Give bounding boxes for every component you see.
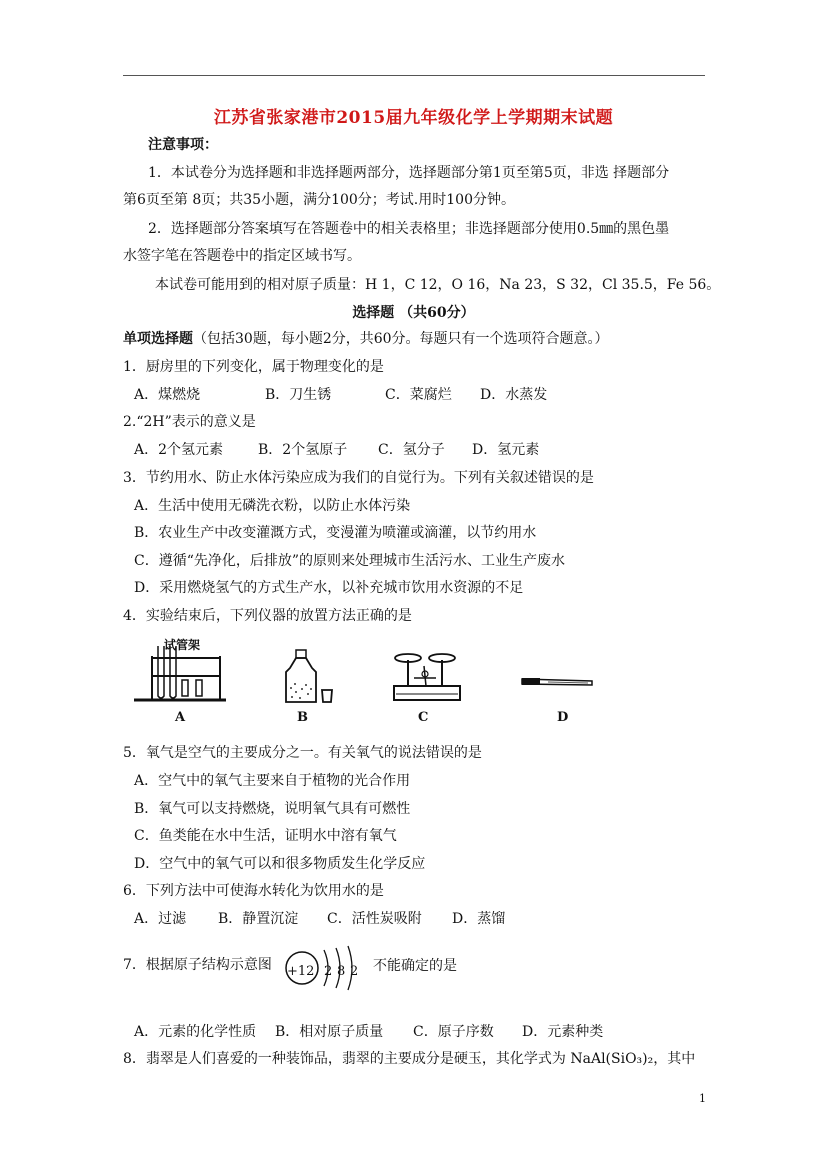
q3-option-a: A．生活中使用无磷洗衣粉，以防止水体污染	[134, 498, 411, 514]
q6-option-c: C．活性炭吸附	[327, 911, 422, 927]
q4-stem: 4．实验结束后，下列仪器的放置方法正确的是	[123, 608, 412, 624]
q5-option-b: B．氧气可以支持燃烧，说明氧气具有可燃性	[134, 801, 411, 817]
figure-c-balance	[388, 648, 468, 704]
figure-b-reagent-bottle	[278, 648, 338, 704]
nucleus-charge: +12	[287, 964, 315, 979]
exam-title: 江苏省张家港市2015届九年级化学上学期期末试题	[213, 108, 614, 128]
section-rule: （包括30题，每小题2分，共60分。每题只有一个选项符合题意。）	[193, 331, 609, 347]
shell-3-electrons: 2	[350, 964, 359, 979]
q5-option-c: C．鱼类能在水中生活，证明水中溶有氧气	[134, 828, 397, 844]
q3-option-d: D．采用燃烧氢气的方式生产水，以补充城市饮用水资源的不足	[134, 580, 524, 596]
q2-option-c: C．氢分子	[378, 442, 445, 458]
atomic-masses: 本试卷可能用到的相对原子质量：H 1，C 12，O 16，Na 23，S 32，Cl 35.5，Fe 56。	[155, 277, 721, 293]
q1-option-d: D．水蒸发	[480, 387, 548, 403]
notice-heading: 注意事项：	[148, 137, 218, 153]
figure-c-label: C	[418, 710, 429, 725]
q5-option-d: D．空气中的氧气可以和很多物质发生化学反应	[134, 856, 426, 872]
q3-option-c: C．遵循“先净化，后排放”的原则来处理城市生活污水、工业生产废水	[134, 553, 566, 569]
figure-b-label: B	[297, 710, 308, 725]
q1-option-a: A．煤燃烧	[134, 387, 201, 403]
section-type: 单项选择题	[123, 331, 193, 347]
q2-stem: 2.“2H”表示的意义是	[123, 414, 256, 430]
shell-2-electrons: 8	[337, 964, 346, 979]
q3-option-b: B．农业生产中改变灌溉方式，变漫灌为喷灌或滴灌，以节约用水	[134, 525, 537, 541]
q6-stem: 6．下列方法中可使海水转化为饮用水的是	[123, 883, 384, 899]
page-number: 1	[699, 1092, 706, 1105]
q2-option-a: A．2个氢元素	[134, 442, 224, 458]
q6-option-b: B．静置沉淀	[218, 911, 299, 927]
q7-option-d: D．元素种类	[522, 1024, 604, 1040]
notice-item-2-cont: 水签字笔在答题卷中的指定区域书写。	[123, 248, 361, 264]
q7-option-c: C．原子序数	[413, 1024, 494, 1040]
q6-option-a: A．过滤	[134, 911, 187, 927]
q1-option-b: B．刀生锈	[265, 387, 332, 403]
section-instructions	[123, 329, 609, 349]
figure-a-label: A	[175, 710, 186, 725]
notice-item-1-cont: 第6页至第 8页；共35小题，满分100分；考试.用时100分钟。	[123, 192, 515, 208]
q1-option-c: C．菜腐烂	[385, 387, 452, 403]
q5-stem: 5．氧气是空气的主要成分之一。有关氧气的说法错误的是	[123, 745, 482, 761]
q6-option-d: D．蒸馏	[452, 911, 506, 927]
q1-stem: 1．厨房里的下列变化，属于物理变化的是	[123, 359, 384, 375]
q5-option-a: A．空气中的氧气主要来自于植物的光合作用	[134, 773, 411, 789]
notice-item-2: 2．选择题部分答案填写在答题卷中的相关表格里；非选择题部分使用0.5㎜的黑色墨	[148, 221, 670, 237]
header-rule	[123, 75, 705, 76]
section-title: 选择题 （共60分）	[352, 305, 475, 321]
figure-a-rack-label: 试管架	[164, 638, 201, 652]
notice-item-1: 1．本试卷分为选择题和非选择题两部分，选择题部分第1页至第5页，非选 择题部分	[148, 165, 670, 181]
q7-stem: 7．根据原子结构示意图	[123, 957, 272, 973]
q3-stem: 3．节约用水、防止水体污染应成为我们的自觉行为。下列有关叙述错误的是	[123, 470, 594, 486]
q8-stem: 8．翡翠是人们喜爱的一种装饰品，翡翠的主要成分是硬玉，其化学式为 NaAl(SiO₃)₂，其中	[123, 1051, 696, 1067]
q7-stem-end: 不能确定的是	[373, 958, 457, 974]
q7-option-a: A．元素的化学性质	[134, 1024, 257, 1040]
q7-option-b: B．相对原子质量	[275, 1024, 384, 1040]
shell-1-electrons: 2	[324, 964, 333, 979]
q2-option-b: B．2个氢原子	[258, 442, 348, 458]
q2-option-d: D．氢元素	[472, 442, 540, 458]
figure-d-glass-rod	[518, 672, 596, 692]
figure-d-label: D	[557, 710, 569, 725]
